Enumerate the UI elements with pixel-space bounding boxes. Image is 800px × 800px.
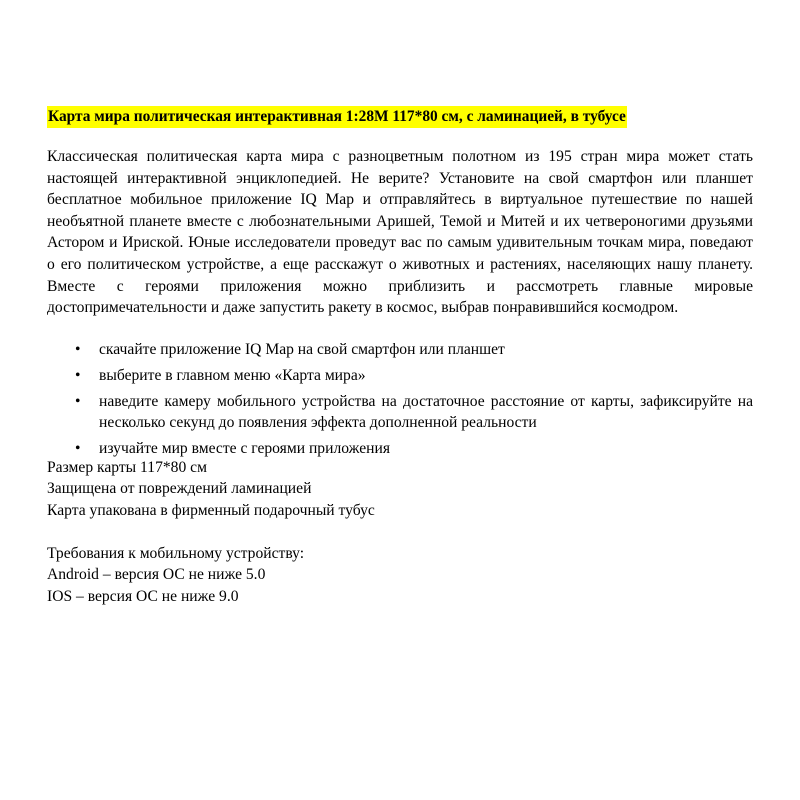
product-title: Карта мира политическая интерактивная 1:28M 117*80 см, с ламинацией, в тубусе (47, 106, 627, 128)
bullet-icon: • (75, 340, 81, 358)
list-item-text: наведите камеру мобильного устройства на достаточное расстояние от карты, зафиксируйте на несколько секунд до появления эффекта дополненной реальности (99, 392, 753, 431)
list-item (47, 391, 753, 433)
blank-line (47, 521, 753, 543)
specs-block (47, 457, 753, 608)
bullet-icon: • (75, 392, 81, 410)
list-item-text: скачайте приложение IQ Map на свой смартфон или планшет (99, 340, 505, 358)
list-item-text: выберите в главном меню «Карта мира» (99, 366, 366, 384)
list-item-text: изучайте мир вместе с героями приложения (99, 439, 390, 457)
requirement-line: IOS – версия ОС не ниже 9.0 (47, 587, 239, 605)
instructions-list (47, 339, 753, 459)
product-description: Классическая политическая карта мира с разноцветным полотном из 195 стран мира может стать настоящей интерактивной энциклопедией. Не верите? Установите на свой смартфон или планшет бесплатное мобильное приложение IQ Map и отправляйтесь в виртуальное путешествие по нашей необъятной планете вместе с любознательными Аришей, Темой и Митей и их четвероногими друзьями Астором и Ириской. Юные исследователи проведут вас по самым удивительным точкам мира, поведают о его политическом устройстве, а еще расскажут о животных и растениях, населяющих нашу планету. Вместе с героями приложения можно приблизить и рассмотреть главные мировые достопримечательности и даже запустить ракету в космос, выбрав понравившийся космодром. (47, 148, 753, 317)
bullet-icon: • (75, 439, 81, 457)
list-item (47, 365, 753, 386)
spec-line: Защищена от повреждений ламинацией (47, 480, 312, 498)
spec-line: Карта упакована в фирменный подарочный тубус (47, 501, 375, 519)
requirement-line: Android – версия ОС не ниже 5.0 (47, 566, 266, 584)
list-item (47, 339, 753, 360)
product-document (47, 106, 753, 607)
list-item (47, 438, 753, 459)
spec-line: Размер карты 117*80 см (47, 458, 207, 476)
requirements-heading: Требования к мобильному устройству: (47, 544, 305, 562)
bullet-icon: • (75, 366, 81, 384)
